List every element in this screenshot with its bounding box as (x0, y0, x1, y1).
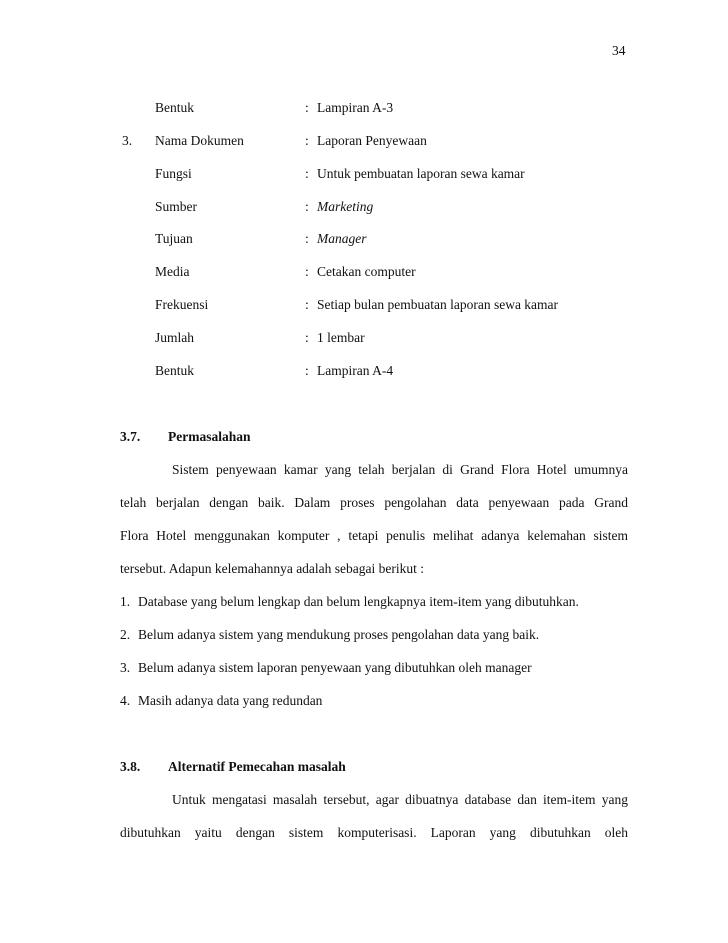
field-label: Tujuan (155, 231, 193, 246)
list-text: Database yang belum lengkap dan belum lengkapnya item-item yang dibutuhkan. (138, 594, 579, 609)
field-value: Setiap bulan pembuatan laporan sewa kamar (317, 297, 559, 312)
paragraph-line: tersebut. Adapun kelemahannya adalah sebagai berikut : (120, 561, 425, 576)
list-item (120, 660, 532, 676)
section-title: Alternatif Pemecahan masalah (168, 759, 346, 774)
document-number: 3. (122, 133, 133, 148)
section-number: 3.7. (120, 429, 141, 444)
field-colon: : (305, 264, 309, 279)
field-label: Bentuk (155, 100, 194, 115)
field-colon: : (305, 100, 309, 115)
paragraph-line: Flora Hotel menggunakan komputer , tetapi penulis melihat adanya kelemahan sistem (120, 528, 628, 543)
field-colon: : (305, 166, 309, 181)
paragraph-line: telah berjalan dengan baik. Dalam proses pengolahan data penyewaan pada Grand (120, 495, 628, 510)
section-heading-3-8 (120, 759, 346, 775)
list-text: Masih adanya data yang redundan (138, 693, 323, 708)
field-value: Cetakan computer (317, 264, 416, 279)
section-title: Permasalahan (168, 429, 251, 444)
list-item (120, 594, 579, 610)
field-colon: : (305, 297, 309, 312)
field-colon: : (305, 330, 309, 345)
field-colon: : (305, 363, 309, 378)
list-number: 1. (120, 594, 131, 609)
field-label: Bentuk (155, 363, 194, 378)
field-label: Jumlah (155, 330, 194, 345)
field-value: Lampiran A-3 (317, 100, 394, 115)
section-number: 3.8. (120, 759, 141, 774)
list-item (120, 693, 322, 709)
paragraph-line: Sistem penyewaan kamar yang telah berjalan di Grand Flora Hotel umumnya (172, 462, 628, 477)
field-label: Sumber (155, 199, 197, 214)
field-label: Media (155, 264, 190, 279)
field-label: Fungsi (155, 166, 192, 181)
list-number: 2. (120, 627, 131, 642)
paragraph-line: dibutuhkan yaitu dengan sistem komputerisasi. Laporan yang dibutuhkan oleh (120, 825, 628, 840)
field-label: Nama Dokumen (155, 133, 244, 148)
list-item (120, 627, 539, 643)
field-value: Marketing (317, 199, 374, 214)
field-value: Lampiran A-4 (317, 363, 394, 378)
paragraph-line: Untuk mengatasi masalah tersebut, agar dibuatnya database dan item-item yang (172, 792, 628, 807)
list-text: Belum adanya sistem laporan penyewaan yang dibutuhkan oleh manager (138, 660, 532, 675)
field-value: Untuk pembuatan laporan sewa kamar (317, 166, 525, 181)
list-text: Belum adanya sistem yang mendukung proses pengolahan data yang baik. (138, 627, 540, 642)
page-number: 34 (612, 43, 626, 58)
field-colon: : (305, 199, 309, 214)
field-value: Laporan Penyewaan (317, 133, 427, 148)
field-label: Frekuensi (155, 297, 209, 312)
section-heading-3-7 (120, 429, 251, 445)
field-value: Manager (317, 231, 367, 246)
field-colon: : (305, 133, 309, 148)
list-number: 4. (120, 693, 131, 708)
list-number: 3. (120, 660, 131, 675)
field-value: 1 lembar (317, 330, 365, 345)
field-colon: : (305, 231, 309, 246)
